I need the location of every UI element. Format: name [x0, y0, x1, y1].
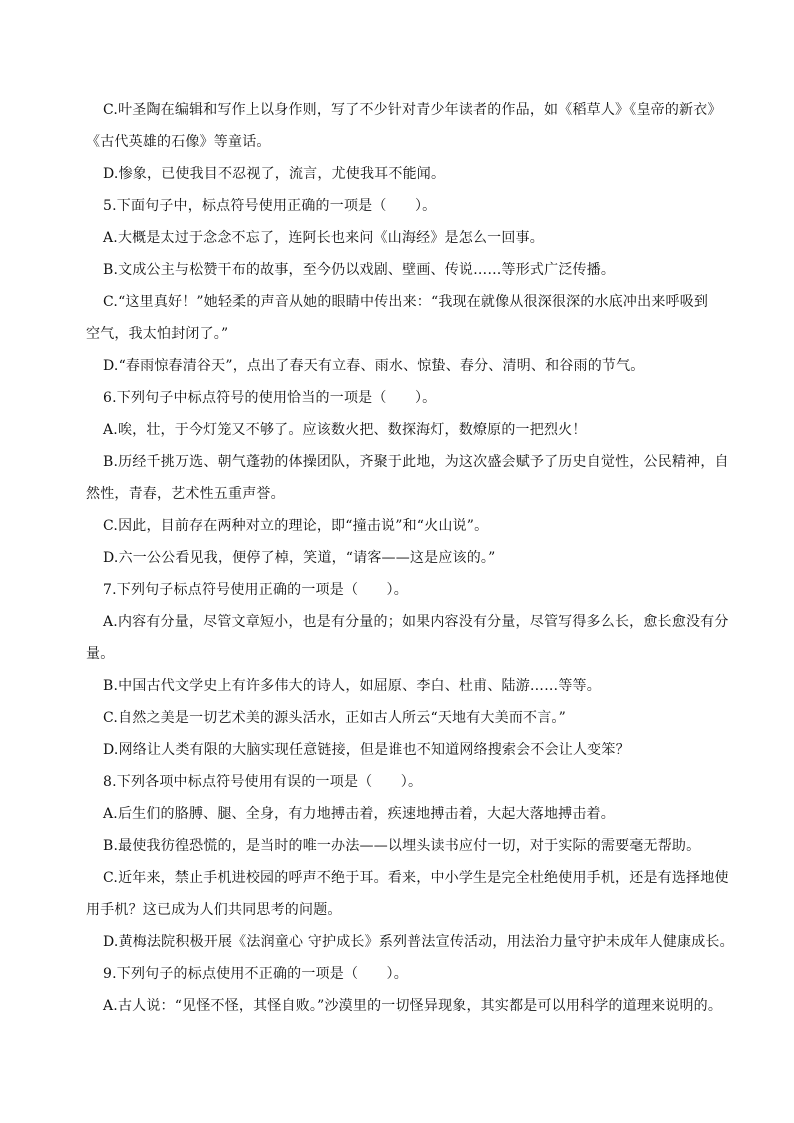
q6-option-b: B.历经千挑万选、朝气蓬勃的体操团队，齐聚于此地，为这次盛会赋予了历史自觉性，公民精神，自 [103, 454, 729, 470]
question-6: 6.下列句子中标点符号的使用恰当的一项是（ ）。 [103, 390, 437, 406]
q8-option-c: C.近年来，禁止手机进校园的呼声不绝于耳。看来，中小学生是完全杜绝使用手机，还是有选择地使 [103, 870, 729, 886]
q5-option-b: B.文成公主与松赞干布的故事，至今仍以戏剧、壁画、传说……等形式广泛传播。 [103, 262, 616, 278]
question-9: 9.下列句子的标点使用不正确的一项是（ ）。 [103, 966, 408, 982]
option-c-continuation: 《古代英雄的石像》等童话。 [86, 134, 271, 150]
q5-option-a: A.大概是太过于念念不忘了，连阿长也来问《山海经》是怎么一回事。 [103, 230, 544, 246]
q6-option-b-continuation: 然性，青春，艺术性五重声誉。 [86, 486, 285, 502]
q7-option-b: B.中国古代文学史上有许多伟大的诗人，如屈原、李白、杜甫、陆游……等等。 [103, 678, 601, 694]
q7-option-a: A.内容有分量，尽管文章短小，也是有分量的；如果内容没有分量，尽管写得多么长，愈长愈没有分 [103, 614, 729, 630]
q7-option-d: D.网络让人类有限的大脑实现任意链接，但是谁也不知道网络搜索会不会让人变笨？ [103, 742, 630, 758]
question-8: 8.下列各项中标点符号使用有误的一项是（ ）。 [103, 774, 423, 790]
q7-option-a-continuation: 量。 [86, 646, 115, 662]
q6-option-c: C.因此，目前存在两种对立的理论，即“撞击说”和“火山说”。 [103, 518, 489, 534]
q7-option-c: C.自然之美是一切艺术美的源头活水，正如古人所云“天地有大美而不言。” [103, 710, 566, 726]
q6-option-a: A.唉，壮，于今灯笼又不够了。应该数火把、数探海灯，数燎原的一把烈火！ [103, 422, 587, 438]
option-d-line: D.惨象，已使我目不忍视了，流言，尤使我耳不能闻。 [103, 166, 446, 182]
option-c-line: C.叶圣陶在编辑和写作上以身作则，写了不少针对青少年读者的作品，如《稻草人》《皇帝的新衣》 [103, 102, 722, 118]
q5-option-c: C.“这里真好！”她轻柔的声音从她的眼睛中传出来：“我现在就像从很深很深的水底冲出来呼吸到 [103, 294, 709, 310]
q5-option-d: D.“春雨惊春清谷天”，点出了春天有立春、雨水、惊蛰、春分、清明、和谷雨的节气。 [103, 358, 645, 374]
q8-option-d: D.黄梅法院积极开展《法润童心 守护成长》系列普法宣传活动，用法治力量守护未成年人健康成长。 [103, 934, 734, 950]
q5-option-c-continuation: 空气，我太怕封闭了。” [86, 326, 229, 342]
question-7: 7.下列句子标点符号使用正确的一项是（ ）。 [103, 582, 408, 598]
q9-option-a: A.古人说：“见怪不怪，其怪自败。”沙漠里的一切怪异现象，其实都是可以用科学的道理来说明的。 [103, 998, 723, 1014]
q6-option-d: D.六一公公看见我，便停了棹，笑道，“请客——这是应该的。” [103, 550, 496, 566]
question-5: 5.下面句子中，标点符号使用正确的一项是（ ）。 [103, 198, 437, 214]
q8-option-c-continuation: 用手机？这已成为人们共同思考的问题。 [86, 902, 342, 918]
q8-option-a: A.后生们的胳膊、腿、全身，有力地搏击着，疾速地搏击着，大起大落地搏击着。 [103, 806, 615, 822]
q8-option-b: B.最使我彷徨恐慌的，是当时的唯一办法——以埋头读书应付一切，对于实际的需要毫无帮助。 [103, 838, 701, 854]
